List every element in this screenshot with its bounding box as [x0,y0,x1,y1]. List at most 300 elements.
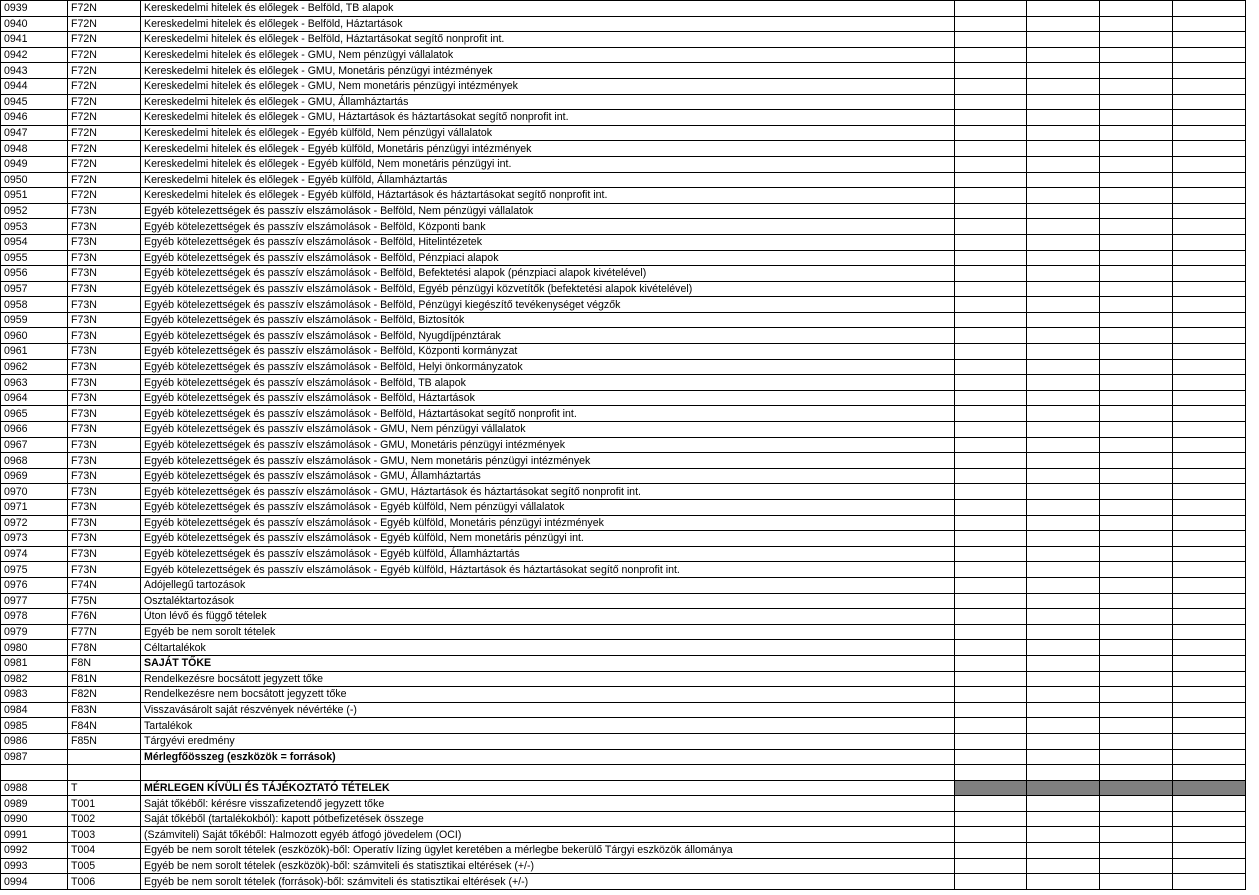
value-cell-4[interactable] [1173,593,1246,609]
row-code-cell: 0946 [1,110,68,126]
row-description-cell: Visszavásárolt saját részvények névértéke (-) [141,702,955,718]
value-cell-2[interactable] [1027,359,1100,375]
value-cell-3[interactable] [1100,219,1173,235]
value-cell-3[interactable] [1100,780,1173,796]
row-description-cell: Egyéb kötelezettségek és passzív elszámolások - Egyéb külföld, Monetáris pénzügyi intézmények [141,515,955,531]
value-cell-1[interactable] [955,858,1027,874]
value-cell-3[interactable] [1100,702,1173,718]
value-cell-1[interactable] [955,219,1027,235]
value-cell-1[interactable] [955,125,1027,141]
value-cell-4[interactable] [1173,718,1246,734]
value-cell-3[interactable] [1100,718,1173,734]
row-description-cell: Egyéb kötelezettségek és passzív elszámolások - Belföld, Háztartások [141,390,955,406]
value-cell-4[interactable] [1173,609,1246,625]
value-cell-3[interactable] [1100,843,1173,859]
value-cell-2[interactable] [1027,687,1100,703]
value-cell-1[interactable] [955,515,1027,531]
value-cell-2[interactable] [1027,375,1100,391]
value-cell-2[interactable] [1027,141,1100,157]
table-row [1,359,1246,375]
row-code-cell: 0975 [1,562,68,578]
value-cell-4[interactable] [1173,780,1246,796]
value-cell-4[interactable] [1173,156,1246,172]
value-cell-2[interactable] [1027,437,1100,453]
value-cell-4[interactable] [1173,655,1246,671]
value-cell-2[interactable] [1027,640,1100,656]
value-cell-4[interactable] [1173,203,1246,219]
value-cell-3[interactable] [1100,624,1173,640]
row-code-cell: 0939 [1,1,68,17]
value-cell-1[interactable] [955,359,1027,375]
row-description-cell: Egyéb kötelezettségek és passzív elszámolások - Belföld, Biztosítók [141,312,955,328]
value-cell-4[interactable] [1173,125,1246,141]
value-cell-4[interactable] [1173,640,1246,656]
value-cell-1[interactable] [955,718,1027,734]
value-cell-1[interactable] [955,312,1027,328]
table-row [1,328,1246,344]
row-description-cell: Egyéb kötelezettségek és passzív elszámolások - Belföld, Pénzügyi kiegészítő tevékenységet végzők [141,297,955,313]
value-cell-4[interactable] [1173,827,1246,843]
value-cell-3[interactable] [1100,281,1173,297]
value-cell-3[interactable] [1100,312,1173,328]
value-cell-2[interactable] [1027,297,1100,313]
value-cell-3[interactable] [1100,655,1173,671]
value-cell-3[interactable] [1100,546,1173,562]
value-cell-4[interactable] [1173,1,1246,17]
value-cell-3[interactable] [1100,1,1173,17]
value-cell-2[interactable] [1027,1,1100,17]
table-row [1,32,1246,48]
row-group-cell: T002 [68,811,141,827]
value-cell-1[interactable] [955,422,1027,438]
value-cell-2[interactable] [1027,266,1100,282]
value-cell-2[interactable] [1027,827,1100,843]
value-cell-4[interactable] [1173,328,1246,344]
value-cell-1[interactable] [955,624,1027,640]
row-description-cell: Egyéb kötelezettségek és passzív elszámolások - GMU, Nem monetáris pénzügyi intézmények [141,453,955,469]
table-row [1,624,1246,640]
value-cell-3[interactable] [1100,422,1173,438]
value-cell-3[interactable] [1100,562,1173,578]
value-cell-2[interactable] [1027,172,1100,188]
value-cell-3[interactable] [1100,531,1173,547]
value-cell-3[interactable] [1100,749,1173,765]
row-description-cell: Egyéb kötelezettségek és passzív elszámolások - Belföld, Egyéb pénzügyi közvetítők (befektetési alapok kivételével) [141,281,955,297]
value-cell-4[interactable] [1173,437,1246,453]
value-cell-2[interactable] [1027,749,1100,765]
value-cell-1[interactable] [955,297,1027,313]
value-cell-2[interactable] [1027,593,1100,609]
value-cell-4[interactable] [1173,344,1246,360]
value-cell-2[interactable] [1027,63,1100,79]
value-cell-2[interactable] [1027,718,1100,734]
row-code-cell: 0987 [1,749,68,765]
value-cell-3[interactable] [1100,437,1173,453]
value-cell-2[interactable] [1027,188,1100,204]
value-cell-2[interactable] [1027,250,1100,266]
value-cell-1[interactable] [955,437,1027,453]
value-cell-2[interactable] [1027,843,1100,859]
row-group-cell: F73N [68,562,141,578]
value-cell-2[interactable] [1027,94,1100,110]
value-cell-2[interactable] [1027,702,1100,718]
table-body [1,1,1246,890]
row-code-cell: 0979 [1,624,68,640]
value-cell-4[interactable] [1173,188,1246,204]
value-cell-1[interactable] [955,733,1027,749]
value-cell-3[interactable] [1100,156,1173,172]
row-group-cell: F72N [68,1,141,17]
value-cell-3[interactable] [1100,687,1173,703]
row-description-cell: Egyéb be nem sorolt tételek [141,624,955,640]
value-cell-1[interactable] [955,110,1027,126]
value-cell-1[interactable] [955,468,1027,484]
row-description-cell: Egyéb kötelezettségek és passzív elszámolások - Belföld, Központi bank [141,219,955,235]
value-cell-2[interactable] [1027,47,1100,63]
row-group-cell: F73N [68,203,141,219]
value-cell-2[interactable] [1027,500,1100,516]
value-cell-1[interactable] [955,188,1027,204]
value-cell-1[interactable] [955,406,1027,422]
value-cell-1[interactable] [955,655,1027,671]
value-cell-1[interactable] [955,640,1027,656]
value-cell-1[interactable] [955,390,1027,406]
value-cell-2[interactable] [1027,406,1100,422]
value-cell-4[interactable] [1173,312,1246,328]
value-cell-1[interactable] [955,811,1027,827]
row-code-cell: 0950 [1,172,68,188]
value-cell-2[interactable] [1027,858,1100,874]
value-cell-4[interactable] [1173,422,1246,438]
row-code-cell: 0948 [1,141,68,157]
value-cell-4[interactable] [1173,874,1246,890]
value-cell-4[interactable] [1173,500,1246,516]
table-row [1,687,1246,703]
value-cell-3[interactable] [1100,733,1173,749]
value-cell-1[interactable] [955,562,1027,578]
row-description-cell: Egyéb kötelezettségek és passzív elszámolások - Belföld, TB alapok [141,375,955,391]
value-cell-2[interactable] [1027,546,1100,562]
value-cell-2[interactable] [1027,78,1100,94]
value-cell-3[interactable] [1100,468,1173,484]
value-cell-1[interactable] [955,453,1027,469]
row-description-cell: Egyéb be nem sorolt tételek (eszközök)-ből: Operatív lízing ügylet keretében a mérlegbe bekerülő Tárgyi eszközök állománya [141,843,955,859]
value-cell-3[interactable] [1100,874,1173,890]
row-code-cell: 0956 [1,266,68,282]
row-description-cell: Egyéb kötelezettségek és passzív elszámolások - Belföld, Pénzpiaci alapok [141,250,955,266]
value-cell-4[interactable] [1173,78,1246,94]
table-row [1,125,1246,141]
row-description-cell: Tartalékok [141,718,955,734]
value-cell-2[interactable] [1027,609,1100,625]
value-cell-4[interactable] [1173,671,1246,687]
value-cell-2[interactable] [1027,390,1100,406]
table-row [1,640,1246,656]
row-group-cell: F82N [68,687,141,703]
value-cell-2[interactable] [1027,671,1100,687]
value-cell-3[interactable] [1100,32,1173,48]
value-cell-1[interactable] [955,796,1027,812]
value-cell-1[interactable] [955,780,1027,796]
value-cell-1[interactable] [955,266,1027,282]
value-cell-3[interactable] [1100,671,1173,687]
value-cell-1[interactable] [955,16,1027,32]
table-row [1,312,1246,328]
value-cell-3[interactable] [1100,359,1173,375]
row-group-cell: F72N [68,188,141,204]
value-cell-1[interactable] [955,172,1027,188]
row-code-cell: 0981 [1,655,68,671]
value-cell-1[interactable] [955,344,1027,360]
value-cell-3[interactable] [1100,125,1173,141]
value-cell-4[interactable] [1173,811,1246,827]
value-cell-2[interactable] [1027,110,1100,126]
value-cell-4[interactable] [1173,624,1246,640]
value-cell-3[interactable] [1100,297,1173,313]
row-group-cell: F74N [68,577,141,593]
table-row [1,468,1246,484]
value-cell-3[interactable] [1100,250,1173,266]
value-cell-3[interactable] [1100,203,1173,219]
table-row [1,344,1246,360]
value-cell-2[interactable] [1027,344,1100,360]
value-cell-4[interactable] [1173,577,1246,593]
value-cell-3[interactable] [1100,858,1173,874]
value-cell-3[interactable] [1100,406,1173,422]
table-row [1,94,1246,110]
value-cell-4[interactable] [1173,297,1246,313]
table-row [1,453,1246,469]
value-cell-1[interactable] [955,141,1027,157]
value-cell-1[interactable] [955,671,1027,687]
value-cell-2[interactable] [1027,484,1100,500]
value-cell-1[interactable] [955,702,1027,718]
value-cell-1[interactable] [955,843,1027,859]
value-cell-3[interactable] [1100,94,1173,110]
value-cell-2[interactable] [1027,16,1100,32]
value-cell-4[interactable] [1173,468,1246,484]
table-row [1,874,1246,890]
value-cell-3[interactable] [1100,827,1173,843]
value-cell-2[interactable] [1027,765,1100,781]
row-code-cell: 0968 [1,453,68,469]
value-cell-2[interactable] [1027,453,1100,469]
value-cell-2[interactable] [1027,811,1100,827]
value-cell-1[interactable] [955,234,1027,250]
value-cell-3[interactable] [1100,78,1173,94]
row-description-cell: Kereskedelmi hitelek és előlegek - Belföld, Háztartások [141,16,955,32]
value-cell-3[interactable] [1100,640,1173,656]
value-cell-1[interactable] [955,94,1027,110]
row-code-cell: 0959 [1,312,68,328]
value-cell-1[interactable] [955,328,1027,344]
value-cell-2[interactable] [1027,796,1100,812]
value-cell-3[interactable] [1100,344,1173,360]
value-cell-4[interactable] [1173,32,1246,48]
value-cell-4[interactable] [1173,219,1246,235]
value-cell-2[interactable] [1027,515,1100,531]
value-cell-1[interactable] [955,32,1027,48]
row-code-cell: 0951 [1,188,68,204]
value-cell-4[interactable] [1173,94,1246,110]
value-cell-4[interactable] [1173,234,1246,250]
table-row [1,375,1246,391]
row-group-cell: F72N [68,32,141,48]
value-cell-4[interactable] [1173,515,1246,531]
table-row [1,78,1246,94]
value-cell-2[interactable] [1027,219,1100,235]
row-code-cell: 0984 [1,702,68,718]
value-cell-2[interactable] [1027,468,1100,484]
value-cell-2[interactable] [1027,624,1100,640]
value-cell-1[interactable] [955,63,1027,79]
value-cell-4[interactable] [1173,796,1246,812]
value-cell-1[interactable] [955,156,1027,172]
value-cell-2[interactable] [1027,156,1100,172]
table-row [1,437,1246,453]
value-cell-1[interactable] [955,1,1027,17]
value-cell-3[interactable] [1100,515,1173,531]
row-group-cell: F73N [68,453,141,469]
value-cell-3[interactable] [1100,328,1173,344]
value-cell-2[interactable] [1027,733,1100,749]
value-cell-1[interactable] [955,687,1027,703]
row-code-cell: 0958 [1,297,68,313]
value-cell-3[interactable] [1100,609,1173,625]
value-cell-2[interactable] [1027,125,1100,141]
value-cell-1[interactable] [955,593,1027,609]
value-cell-3[interactable] [1100,453,1173,469]
value-cell-2[interactable] [1027,531,1100,547]
value-cell-1[interactable] [955,874,1027,890]
value-cell-2[interactable] [1027,281,1100,297]
value-cell-4[interactable] [1173,484,1246,500]
row-description-cell: Saját tőkéből (tartalékokból): kapott pótbefizetések összege [141,811,955,827]
value-cell-2[interactable] [1027,32,1100,48]
value-cell-1[interactable] [955,765,1027,781]
value-cell-4[interactable] [1173,858,1246,874]
value-cell-2[interactable] [1027,562,1100,578]
value-cell-4[interactable] [1173,562,1246,578]
value-cell-4[interactable] [1173,266,1246,282]
value-cell-1[interactable] [955,203,1027,219]
value-cell-4[interactable] [1173,47,1246,63]
value-cell-4[interactable] [1173,702,1246,718]
row-group-cell: F73N [68,484,141,500]
value-cell-4[interactable] [1173,16,1246,32]
value-cell-3[interactable] [1100,16,1173,32]
value-cell-2[interactable] [1027,312,1100,328]
value-cell-1[interactable] [955,749,1027,765]
value-cell-2[interactable] [1027,874,1100,890]
row-code-cell: 0965 [1,406,68,422]
value-cell-3[interactable] [1100,188,1173,204]
value-cell-1[interactable] [955,375,1027,391]
value-cell-1[interactable] [955,47,1027,63]
table-row [1,733,1246,749]
value-cell-2[interactable] [1027,234,1100,250]
row-code-cell: 0993 [1,858,68,874]
value-cell-4[interactable] [1173,375,1246,391]
value-cell-4[interactable] [1173,359,1246,375]
value-cell-2[interactable] [1027,780,1100,796]
row-code-cell: 0990 [1,811,68,827]
value-cell-3[interactable] [1100,796,1173,812]
row-group-cell [68,765,141,781]
table-row [1,655,1246,671]
value-cell-1[interactable] [955,577,1027,593]
value-cell-3[interactable] [1100,172,1173,188]
value-cell-3[interactable] [1100,765,1173,781]
value-cell-4[interactable] [1173,453,1246,469]
value-cell-1[interactable] [955,531,1027,547]
value-cell-1[interactable] [955,827,1027,843]
table-row [1,515,1246,531]
value-cell-1[interactable] [955,250,1027,266]
value-cell-2[interactable] [1027,577,1100,593]
value-cell-2[interactable] [1027,422,1100,438]
value-cell-4[interactable] [1173,110,1246,126]
value-cell-1[interactable] [955,78,1027,94]
value-cell-3[interactable] [1100,234,1173,250]
value-cell-4[interactable] [1173,281,1246,297]
value-cell-3[interactable] [1100,63,1173,79]
value-cell-3[interactable] [1100,484,1173,500]
value-cell-4[interactable] [1173,172,1246,188]
value-cell-1[interactable] [955,609,1027,625]
row-group-cell: F72N [68,63,141,79]
value-cell-4[interactable] [1173,390,1246,406]
value-cell-4[interactable] [1173,843,1246,859]
row-group-cell: F72N [68,16,141,32]
row-group-cell: F76N [68,609,141,625]
value-cell-3[interactable] [1100,390,1173,406]
value-cell-4[interactable] [1173,687,1246,703]
value-cell-3[interactable] [1100,500,1173,516]
value-cell-1[interactable] [955,281,1027,297]
value-cell-4[interactable] [1173,733,1246,749]
table-row [1,63,1246,79]
value-cell-3[interactable] [1100,577,1173,593]
value-cell-3[interactable] [1100,811,1173,827]
value-cell-3[interactable] [1100,266,1173,282]
value-cell-4[interactable] [1173,141,1246,157]
row-group-cell: F72N [68,47,141,63]
value-cell-1[interactable] [955,484,1027,500]
table-row [1,702,1246,718]
value-cell-4[interactable] [1173,63,1246,79]
row-group-cell: F85N [68,733,141,749]
row-description-cell: Kereskedelmi hitelek és előlegek - Egyéb külföld, Államháztartás [141,172,955,188]
value-cell-4[interactable] [1173,250,1246,266]
value-cell-2[interactable] [1027,655,1100,671]
value-cell-4[interactable] [1173,765,1246,781]
value-cell-1[interactable] [955,500,1027,516]
value-cell-1[interactable] [955,546,1027,562]
value-cell-2[interactable] [1027,203,1100,219]
value-cell-4[interactable] [1173,406,1246,422]
value-cell-4[interactable] [1173,531,1246,547]
value-cell-3[interactable] [1100,141,1173,157]
row-description-cell: Egyéb kötelezettségek és passzív elszámolások - Belföld, Befektetési alapok (pénzpiaci alapok kivételével) [141,266,955,282]
value-cell-2[interactable] [1027,328,1100,344]
value-cell-3[interactable] [1100,375,1173,391]
value-cell-4[interactable] [1173,546,1246,562]
value-cell-3[interactable] [1100,47,1173,63]
value-cell-3[interactable] [1100,110,1173,126]
value-cell-3[interactable] [1100,593,1173,609]
value-cell-4[interactable] [1173,749,1246,765]
